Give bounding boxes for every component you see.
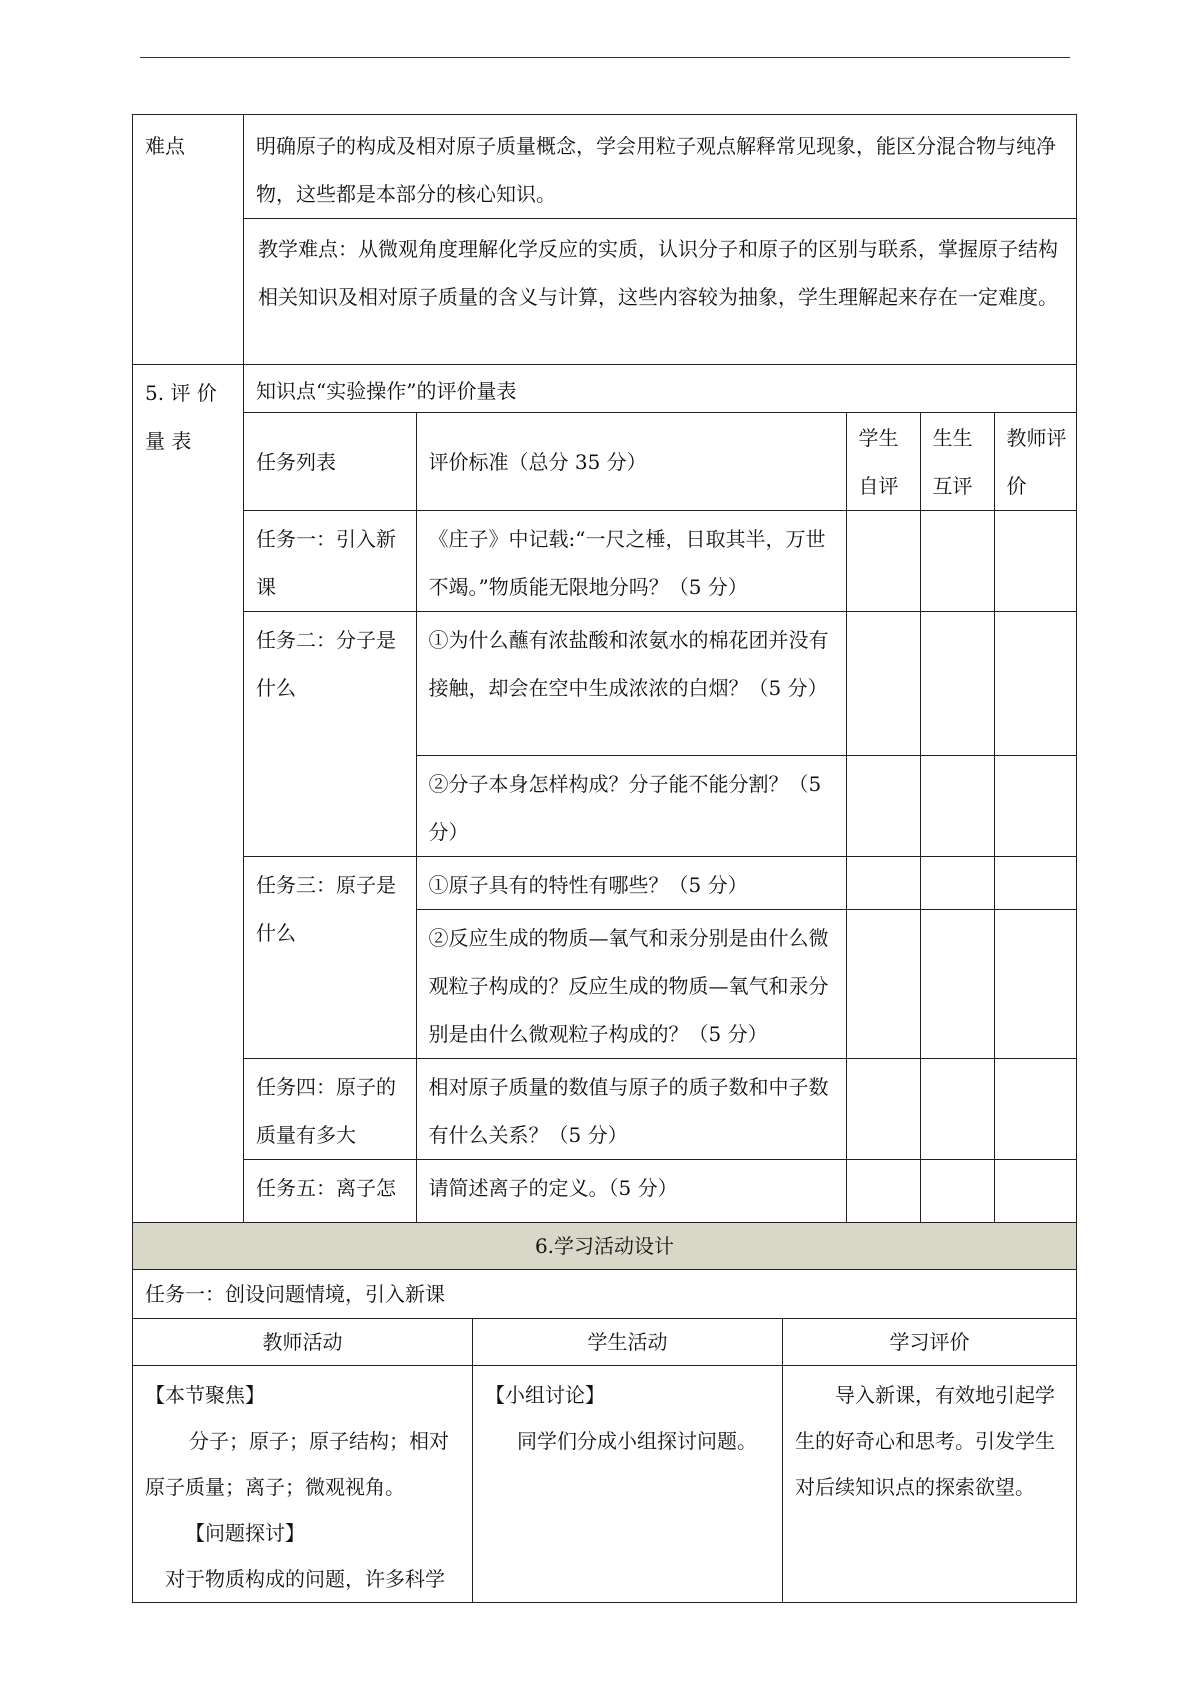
rubric-cell [244,365,1077,1261]
rubric-criteria: 相对原子质量的数值与原子的质子数和中子数有什么关系？（5 分） [416,1059,846,1160]
score-cell [994,612,1076,756]
score-cell [920,1059,994,1160]
score-cell [920,612,994,756]
section6-title: 6.学习活动设计 [133,1223,1077,1270]
score-cell [920,511,994,612]
score-cell [920,910,994,1059]
header-rule [140,57,1070,58]
objectives-table [132,114,1077,1261]
score-cell [994,511,1076,612]
rubric-criteria: ①原子具有的特性有哪些？（5 分） [416,857,846,910]
col-student-activity: 学生活动 [473,1319,783,1366]
group-discussion-title: 【小组讨论】 [485,1383,605,1407]
discuss-title: 【问题探讨】 [185,1521,305,1545]
score-cell [994,756,1076,857]
rubric-criteria: ①为什么蘸有浓盐酸和浓氨水的棉花团并没有接触，却会在空中生成浓浓的白烟？（5 分） [416,612,846,756]
rubric-task: 任务四：原子的质量有多大 [244,1059,416,1160]
rubric-task: 任务一：引入新课 [244,511,416,612]
student-activity-cell [473,1366,783,1603]
rubric-criteria: 请简述离子的定义。（5 分） [416,1160,846,1261]
score-cell [994,910,1076,1059]
rubric-table [244,413,1076,1260]
teaching-difficulty-text: 教学难点：从微观角度理解化学反应的实质，认识分子和原子的区别与联系，掌握原子结构相关知识及相对原子质量的含义与计算，这些内容较为抽象，学生理解起来存在一定难度。 [244,219,1077,365]
score-cell [846,612,920,756]
rubric-header-peer: 生生互评 [920,413,994,511]
difficulty-text: 明确原子的构成及相对原子质量概念，学会用粒子观点解释常见现象，能区分混合物与纯净物，这些都是本部分的核心知识。 [244,115,1077,219]
score-cell [846,910,920,1059]
teacher-activity-cell [133,1366,473,1603]
rubric-header-task: 任务列表 [244,413,416,511]
score-cell [846,857,920,910]
rubric-label: 5. 评 价 量 表 [133,365,244,1261]
task1-title: 任务一：创设问题情境，引入新课 [133,1270,1077,1319]
score-cell [994,857,1076,910]
score-cell [846,511,920,612]
learning-evaluation-text: 导入新课，有效地引起学生的好奇心和思考。引发学生对后续知识点的探索欲望。 [783,1366,1077,1603]
score-cell [920,857,994,910]
rubric-title: 知识点“实验操作”的评价量表 [244,365,1076,413]
score-cell [994,1059,1076,1160]
rubric-criteria: ②分子本身怎样构成？分子能不能分割？（5 分） [416,756,846,857]
difficulty-label: 难点 [133,115,244,365]
score-cell [846,756,920,857]
focus-title: 【本节聚焦】 [145,1383,265,1407]
rubric-task: 任务三：原子是什么 [244,857,416,1059]
rubric-header-self: 学生自评 [846,413,920,511]
discuss-text: 对于物质构成的问题，许多科学 [165,1567,445,1591]
rubric-task: 任务五：离子怎 [244,1160,416,1261]
score-cell [846,1059,920,1160]
col-learning-evaluation: 学习评价 [783,1319,1077,1366]
rubric-task: 任务二：分子是什么 [244,612,416,857]
activity-design-table [132,1222,1077,1603]
score-cell [920,756,994,857]
rubric-header-criteria: 评价标准（总分 35 分） [416,413,846,511]
rubric-criteria: ②反应生成的物质—氧气和汞分别是由什么微观粒子构成的？反应生成的物质—氧气和汞分别是由什么微观粒子构成的？（5 分） [416,910,846,1059]
group-discussion-text: 同学们分成小组探讨问题。 [517,1429,757,1453]
col-teacher-activity: 教师活动 [133,1319,473,1366]
focus-text: 分子；原子；原子结构；相对原子质量；离子；微观视角。 [145,1429,449,1499]
rubric-criteria: 《庄子》中记载:“一尺之棰，日取其半，万世不竭。”物质能无限地分吗？（5 分） [416,511,846,612]
rubric-header-teacher: 教师评价 [994,413,1076,511]
